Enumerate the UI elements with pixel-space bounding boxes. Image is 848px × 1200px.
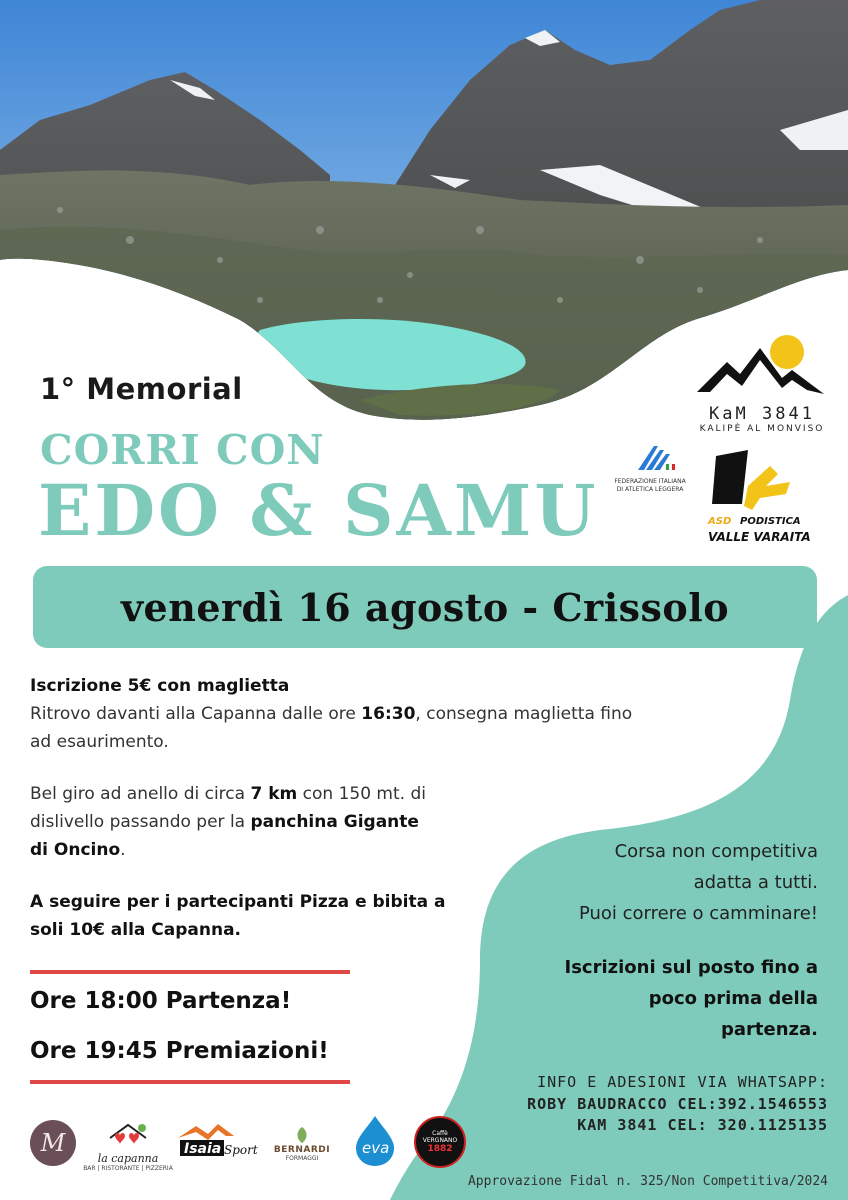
route-line1: Bel giro ad anello di circa 7 km con 150 mt. di bbox=[30, 784, 426, 804]
after-block bbox=[30, 888, 500, 944]
podistica-year: 1980 bbox=[716, 507, 732, 514]
kam-logo bbox=[692, 330, 832, 434]
asd-label: ASD bbox=[708, 516, 732, 527]
info-block bbox=[579, 836, 818, 929]
meeting-time: 16:30 bbox=[361, 704, 416, 724]
kam-name: KaM 3841 bbox=[709, 404, 815, 424]
awards-time: Ore 19:45 Premiazioni! bbox=[30, 1038, 329, 1064]
meeting-line1: Ritrovo davanti alla Capanna dalle ore 16:30, consegna maglietta fino bbox=[30, 704, 633, 724]
isaia-name: Isaia bbox=[184, 1141, 222, 1157]
memorial-label: 1° Memorial bbox=[40, 372, 243, 406]
approval-note: Approvazione Fidal n. 325/Non Competitiva/2024 bbox=[467, 1174, 828, 1189]
after-line2: soli 10€ alla Capanna. bbox=[30, 920, 242, 940]
fidal-line2: DI ATLETICA LEGGERA bbox=[616, 486, 684, 493]
mountain-sun-icon bbox=[692, 330, 832, 400]
eva-name: eva bbox=[362, 1139, 390, 1157]
divider-top bbox=[30, 970, 350, 974]
house-hearts-icon bbox=[106, 1122, 150, 1152]
start-time: Ore 18:00 Partenza! bbox=[30, 988, 292, 1014]
monogram-logo bbox=[30, 1120, 76, 1166]
contact-roby: ROBY BAUDRACCO CEL:392.1546553 bbox=[527, 1095, 828, 1113]
route-distance: 7 km bbox=[250, 784, 298, 804]
onsite-line3: partenza. bbox=[721, 1019, 818, 1040]
registration-fee: Iscrizione 5€ con maglietta bbox=[30, 676, 290, 696]
title-line2: EDO & SAMU bbox=[38, 469, 599, 552]
route-line3: di Oncino. bbox=[30, 840, 126, 860]
bernardi-name: BERNARDI bbox=[273, 1144, 331, 1155]
date-location: venerdì 16 agosto - Crissolo bbox=[120, 584, 730, 630]
monogram-letter: M bbox=[40, 1129, 66, 1157]
bernardi-subtitle: FORMAGGI bbox=[285, 1154, 319, 1162]
eva-logo bbox=[350, 1114, 400, 1168]
vergnano-year: 1882 bbox=[427, 1144, 453, 1154]
onsite-line1: Iscrizioni sul posto fino a bbox=[564, 957, 818, 978]
meeting-line2: ad esaurimento. bbox=[30, 732, 169, 752]
route-place: panchina Gigante bbox=[250, 812, 419, 832]
capanna-subtitle: BAR | RISTORANTE | PIZZERIA bbox=[83, 1165, 173, 1172]
date-banner bbox=[33, 566, 817, 648]
kam-subtitle: KALIPÈ AL MONVISO bbox=[699, 424, 825, 434]
info-line2: adatta a tutti. bbox=[693, 872, 818, 893]
water-drop-icon bbox=[350, 1114, 400, 1168]
contact-kam: KAM 3841 CEL: 320.1125135 bbox=[577, 1116, 828, 1134]
vergnano-logo bbox=[414, 1116, 466, 1168]
after-line1: A seguire per i partecipanti Pizza e bibita a bbox=[30, 892, 446, 912]
capanna-name: la capanna bbox=[97, 1152, 159, 1165]
leaf-icon bbox=[292, 1125, 312, 1145]
route-line2: dislivello passando per la panchina Gigante bbox=[30, 812, 419, 832]
vergnano-name: Caffè VERGNANO bbox=[422, 1130, 458, 1144]
bernardi-logo bbox=[272, 1118, 332, 1168]
isaia-sport: Sport bbox=[224, 1143, 258, 1157]
fidal-logo bbox=[608, 442, 692, 502]
onsite-registration-block bbox=[565, 952, 819, 1045]
onsite-line2: poco prima della bbox=[648, 988, 818, 1009]
podistica-icon bbox=[708, 446, 798, 521]
isaia-sport-icon bbox=[174, 1118, 262, 1166]
fidal-line1: FEDERAZIONE ITALIANA bbox=[614, 478, 686, 485]
podistica-logo bbox=[708, 446, 832, 546]
capanna-logo bbox=[83, 1116, 173, 1178]
podistica-label: PODISTICA bbox=[740, 516, 801, 527]
info-line1: Corsa non competitiva bbox=[614, 841, 818, 862]
contact-header: INFO E ADESIONI VIA WHATSAPP: bbox=[537, 1073, 828, 1091]
title-line1: CORRI CON bbox=[40, 426, 325, 474]
route-block bbox=[30, 780, 500, 864]
isaia-logo bbox=[174, 1118, 262, 1166]
divider-bottom bbox=[30, 1080, 350, 1084]
valle-varaita-label: VALLE VARAITA bbox=[708, 530, 811, 544]
fidal-icon bbox=[608, 442, 692, 474]
registration-block bbox=[30, 672, 730, 756]
info-line3: Puoi correre o camminare! bbox=[578, 903, 818, 924]
